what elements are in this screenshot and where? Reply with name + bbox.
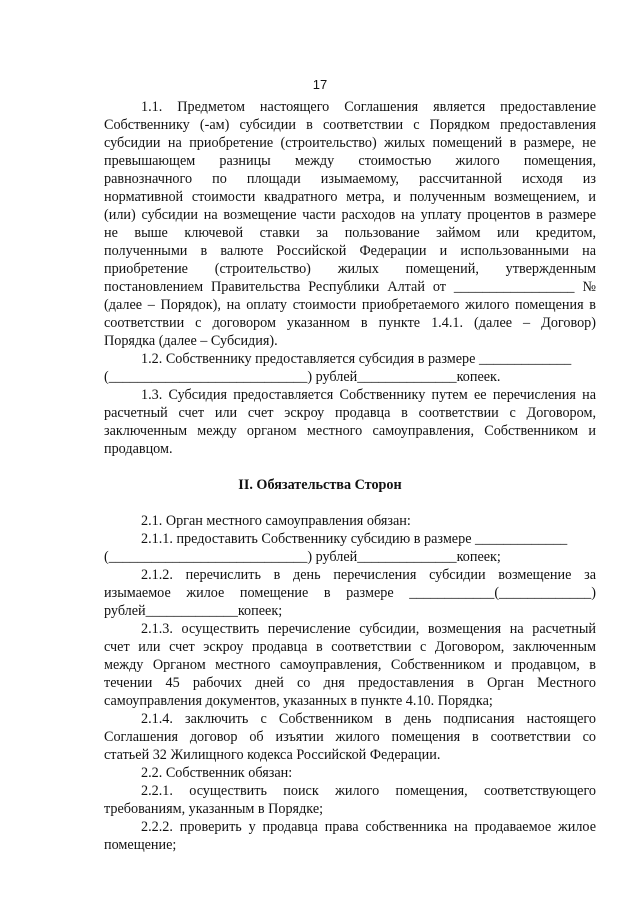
- text-line: помещение;: [104, 837, 177, 853]
- text-line: полученными в валюте Российской Федерации и использованными на: [104, 243, 596, 259]
- text-line: 1.2. Собственнику предоставляется субсидия в размере _____________: [141, 351, 572, 367]
- text-line: 1.1. Предметом настоящего Соглашения является предоставление: [141, 99, 596, 115]
- text-line: продавцом.: [104, 441, 173, 457]
- text-line: Соглашения договор об изъятии жилого помещения в соответствии со: [104, 729, 596, 745]
- text-line: требованиям, указанным в Порядке;: [104, 801, 324, 817]
- text-line: 2.2.2. проверить у продавца права собственника на продаваемое жилое: [141, 819, 596, 835]
- page-number: 17: [312, 77, 328, 92]
- text-line: 2.1.3. осуществить перечисление субсидии, возмещения на расчетный: [141, 621, 596, 637]
- text-line: (____________________________) рублей______________копеек.: [104, 369, 501, 385]
- text-line: изымаемое жилое помещение в размере ____________(_____________): [104, 585, 596, 601]
- text-line: 2.1. Орган местного самоуправления обязан:: [141, 513, 411, 529]
- text-line: течении 45 рабочих дней со дня предоставления в Орган Местного: [104, 675, 596, 691]
- text-line: приобретение (строительство) жилых помещений, утвержденным: [104, 261, 596, 277]
- text-line: соответствии с договором указанном в пункте 1.4.1. (далее – Договор): [104, 315, 596, 331]
- text-line: [104, 494, 596, 512]
- text-line: (далее – Порядок), на оплату стоимости приобретаемого жилого помещения в: [104, 297, 596, 313]
- text-line: 2.1.1. предоставить Собственнику субсидию в размере _____________: [141, 531, 568, 547]
- text-line: субсидии на приобретение (строительство) жилых помещений в размере, не: [104, 135, 596, 151]
- text-line: 2.1.2. перечислить в день перечисления субсидии возмещение за: [141, 567, 596, 583]
- text-line: [104, 458, 596, 476]
- text-line: превышающем разницы между стоимостью жилого помещения,: [104, 153, 596, 169]
- text-line: (____________________________) рублей______________копеек;: [104, 549, 501, 565]
- text-line: 1.3. Субсидия предоставляется Собственнику путем ее перечисления на: [141, 387, 596, 403]
- text-line: 2.2.1. осуществить поиск жилого помещения, соответствующего: [141, 783, 596, 799]
- text-line: между Органом местного самоуправления, Собственником и продавцом, в: [104, 657, 596, 673]
- section-heading: II. Обязательства Сторон: [238, 477, 402, 493]
- text-line: расчетный счет или счет эскроу продавца в соответствии с Договором,: [104, 405, 596, 421]
- text-line: Собственнику (-ам) субсидии в соответствии с Порядком предоставления: [104, 117, 596, 133]
- text-line: не выше ключевой ставки за пользование займом или кредитом,: [104, 225, 596, 241]
- text-line: счет или счет эскроу продавца в соответствии с Договором, заключенным: [104, 639, 596, 655]
- text-line: рублей_____________копеек;: [104, 603, 283, 619]
- text-line: 2.1.4. заключить с Собственником в день подписания настоящего: [141, 711, 596, 727]
- text-line: нормативной стоимости квадратного метра, и полученным возмещением, и: [104, 189, 596, 205]
- text-line: самоуправления документов, указанных в пункте 4.10. Порядка;: [104, 693, 493, 709]
- text-line: (или) субсидии на возмещение части расходов на уплату процентов в размере: [104, 207, 596, 223]
- text-line: заключенным между органом местного самоуправления, Собственником и: [104, 423, 596, 439]
- text-line: равнозначного по площади изымаемому, рассчитанной исходя из: [104, 171, 596, 187]
- text-line: 2.2. Собственник обязан:: [141, 765, 293, 781]
- text-line: статьей 32 Жилищного кодекса Российской Федерации.: [104, 747, 441, 763]
- text-line: Порядка (далее – Субсидия).: [104, 333, 278, 349]
- text-line: постановлением Правительства Республики Алтай от _________________ №: [104, 279, 596, 295]
